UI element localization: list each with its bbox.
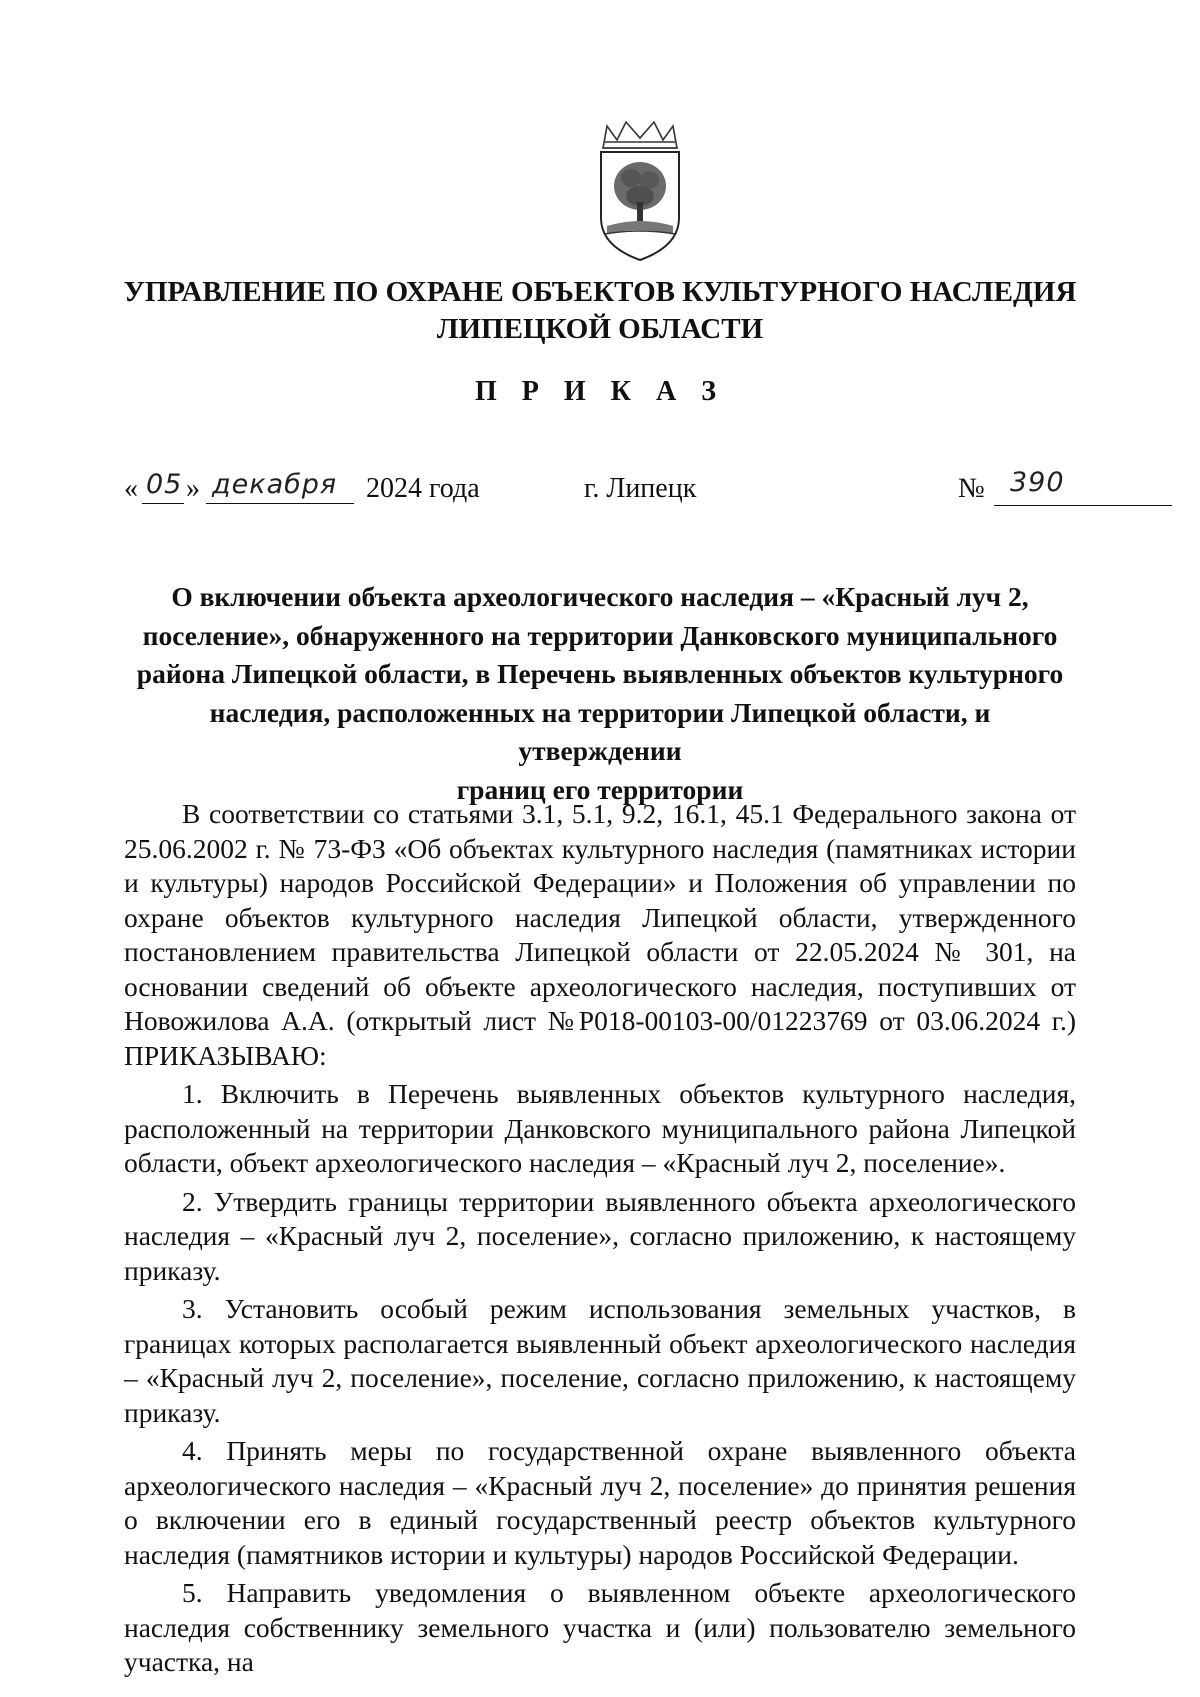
date-year: 2024 года (366, 473, 480, 504)
date-day: 05 (146, 469, 183, 500)
agency-name-line2: ЛИПЕЦКОЙ ОБЛАСТИ (436, 313, 764, 345)
subject-line1: О включении объекта археологического наследия – «Красный луч 2, (171, 581, 1029, 612)
date-number-line (0, 467, 1200, 517)
agency-name-line1: УПРАВЛЕНИЕ ПО ОХРАНЕ ОБЪЕКТОВ КУЛЬТУРНОГО НАСЛЕДИЯ (123, 276, 1077, 308)
coat-of-arms-emblem (593, 118, 687, 264)
subject-line2: поселение», обнаруженного на территории Данковского муниципального (142, 619, 1058, 651)
number-label: № (958, 473, 985, 504)
day-underline (142, 503, 184, 504)
city: г. Липецк (584, 473, 697, 504)
date-month: декабря (212, 469, 338, 500)
order-item-3: 3. Установить особый режим использования земельных участков, в границах которых располагается выявленный объект археологического наследия – «Красный луч 2, поселение», поселение, согласно приложению, к настоящему приказу. (124, 1293, 1076, 1428)
order-item-2: 2. Утвердить границы территории выявленного объекта археологического наследия – «Красный луч 2, поселение», согласно приложению, к настоящему приказу. (124, 1185, 1076, 1286)
subject-line3: района Липецкой области, в Перечень выявленных объектов культурного (136, 658, 1064, 689)
order-body (124, 797, 1076, 1680)
number-underline (994, 505, 1172, 506)
month-underline (206, 503, 354, 504)
date-open-quote: « (124, 473, 138, 504)
order-item-5: 5. Направить уведомления о выявленном объекте археологического наследия собственнику земельного участка и (или) пользователю земельного участка, на (124, 1577, 1076, 1677)
order-number: 390 (1010, 467, 1065, 498)
preamble-paragraph: В соответствии со статьями 3.1, 5.1, 9.2, 16.1, 45.1 Федерального закона от 25.06.2002 г. № 73-ФЗ «Об объектах культурного наследия (памятниках истории и культуры) народов Российской Федерации» и Положения об управлении по охране объектов культурного наследия Липецкой области, утвержденного постановлением правительства Липецкой области от 22.05.2024 № 301, на основании сведений об объекте археологического наследия, поступивших от Новожилова А.А. (открытый лист №Р018-00103-00/01223769 от 03.06.2024 г.) ПРИКАЗЫВАЮ: (124, 798, 1076, 1071)
subject-line5: границ его территории (456, 773, 744, 805)
date-close-quote: » (186, 473, 200, 504)
agency-name (100, 274, 1100, 348)
document-type-title: П Р И К А З (475, 376, 725, 407)
order-subject (130, 578, 1070, 809)
subject-line4: наследия, расположенных на территории Липецкой области, и утверждении (209, 696, 991, 766)
order-item-4: 4. Принять меры по государственной охране выявленного объекта археологического наследия – «Красный луч 2, поселение» до принятия решения о включении его в единый государственный реестр объектов культурного наследия (памятников истории и культуры) народов Российской Федерации. (124, 1435, 1076, 1570)
order-item-1: 1. Включить в Перечень выявленных объектов культурного наследия, расположенный на территории Данковского муниципального района Липецкой области, объект археологического наследия – «Красный луч 2, поселение». (124, 1078, 1076, 1178)
